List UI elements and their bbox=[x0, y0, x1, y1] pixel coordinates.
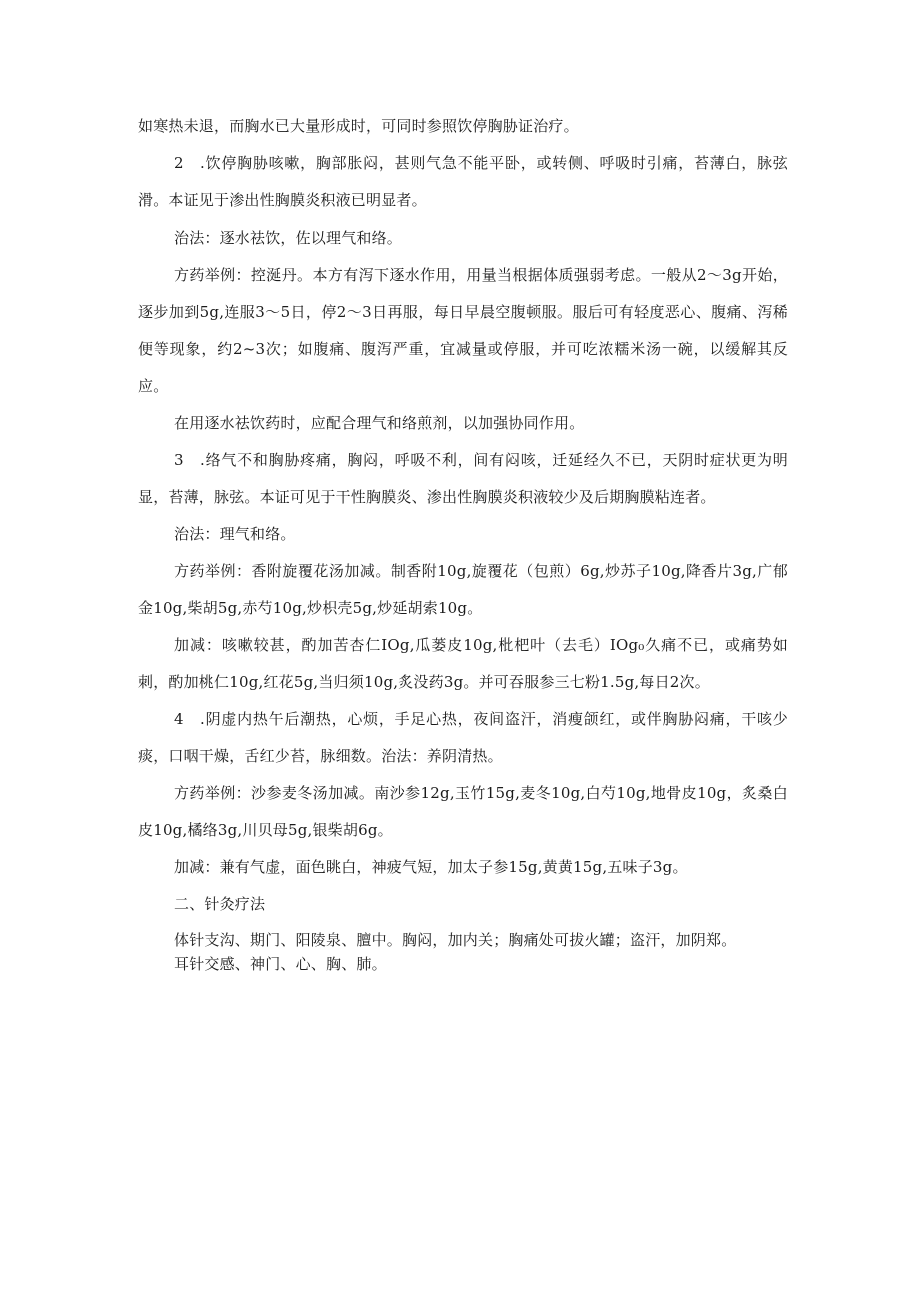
paragraph-body-acupuncture: 体针支沟、期门、阳陵泉、膻中。胸闷，加内关；胸痛处可拔火罐；盗汗，加阴郑。 bbox=[174, 931, 737, 949]
paragraph-section-4: 4 .阴虚内热午后潮热，心烦，手足心热，夜间盗汗，消瘦颌红，或伴胸胁闷痛，干咳少痰，口咽干燥，舌红少苔，脉细数。治法：养阴清热。 bbox=[138, 710, 788, 765]
section-heading-acupuncture: 二、针灸疗法 bbox=[174, 895, 266, 913]
paragraph-continuation: 如寒热未退，而胸水已大量形成时，可同时参照饮停胸胁证治疗。 bbox=[138, 117, 579, 135]
paragraph-treatment-3: 治法：理气和络。 bbox=[174, 525, 296, 543]
paragraph-modification-4: 加减：兼有气虚，面色眺白，神疲气短，加太子参15g,黄黄15g,五味子3g。 bbox=[174, 858, 688, 876]
paragraph-note: 在用逐水祛饮药时，应配合理气和络煎剂，以加强协同作用。 bbox=[174, 414, 585, 432]
paragraph-ear-acupuncture: 耳针交感、神门、心、胸、肺。 bbox=[174, 955, 387, 973]
paragraph-treatment-2: 治法：逐水祛饮，佐以理气和络。 bbox=[174, 229, 403, 247]
paragraph-prescription-3: 方药举例：香附旋覆花汤加减。制香附10g,旋覆花（包煎）6g,炒苏子10g,降香片3g,广郁金10g,柴胡5g,赤芍10g,炒枳壳5g,炒延胡索10g。 bbox=[138, 562, 788, 617]
paragraph-prescription-2: 方药举例：控涎丹。本方有泻下逐水作用，用量当根据体质强弱考虑。一般从2～3g开始，逐步加到5g,连服3～5日，停2～3日再服，每日早晨空腹顿服。服后可有轻度恶心、腹痛、泻稀便等现象，约2~3次；如腹痛、腹泻严重，宜减量或停服，并可吃浓糯米汤一碗，以缓解其反应。 bbox=[138, 266, 788, 395]
paragraph-section-2: 2 .饮停胸胁咳嗽，胸部胀闷，甚则气急不能平卧，或转侧、呼吸时引痛，苔薄白，脉弦滑。本证见于渗出性胸膜炎积液已明显者。 bbox=[138, 154, 788, 209]
paragraph-prescription-4: 方药举例：沙参麦冬汤加减。南沙参12g,玉竹15g,麦冬10g,白芍10g,地骨皮10g，炙桑白皮10g,橘络3g,川贝母5g,银柴胡6g。 bbox=[138, 784, 788, 839]
paragraph-modification-3: 加减：咳嗽较甚，酌加苦杏仁IOg,瓜蒌皮10g,枇杷叶（去毛）IOg₀久痛不已，或痛势如刺，酌加桃仁10g,红花5g,当归须10g,炙没药3g。并可吞服参三七粉1.5g,每日2次。 bbox=[138, 636, 788, 691]
paragraph-section-3: 3 .络气不和胸胁疼痛，胸闷，呼吸不利，间有闷咳，迁延经久不已，天阴时症状更为明显，苔薄，脉弦。本证可见于干性胸膜炎、渗出性胸膜炎积液较少及后期胸膜粘连者。 bbox=[138, 451, 788, 506]
